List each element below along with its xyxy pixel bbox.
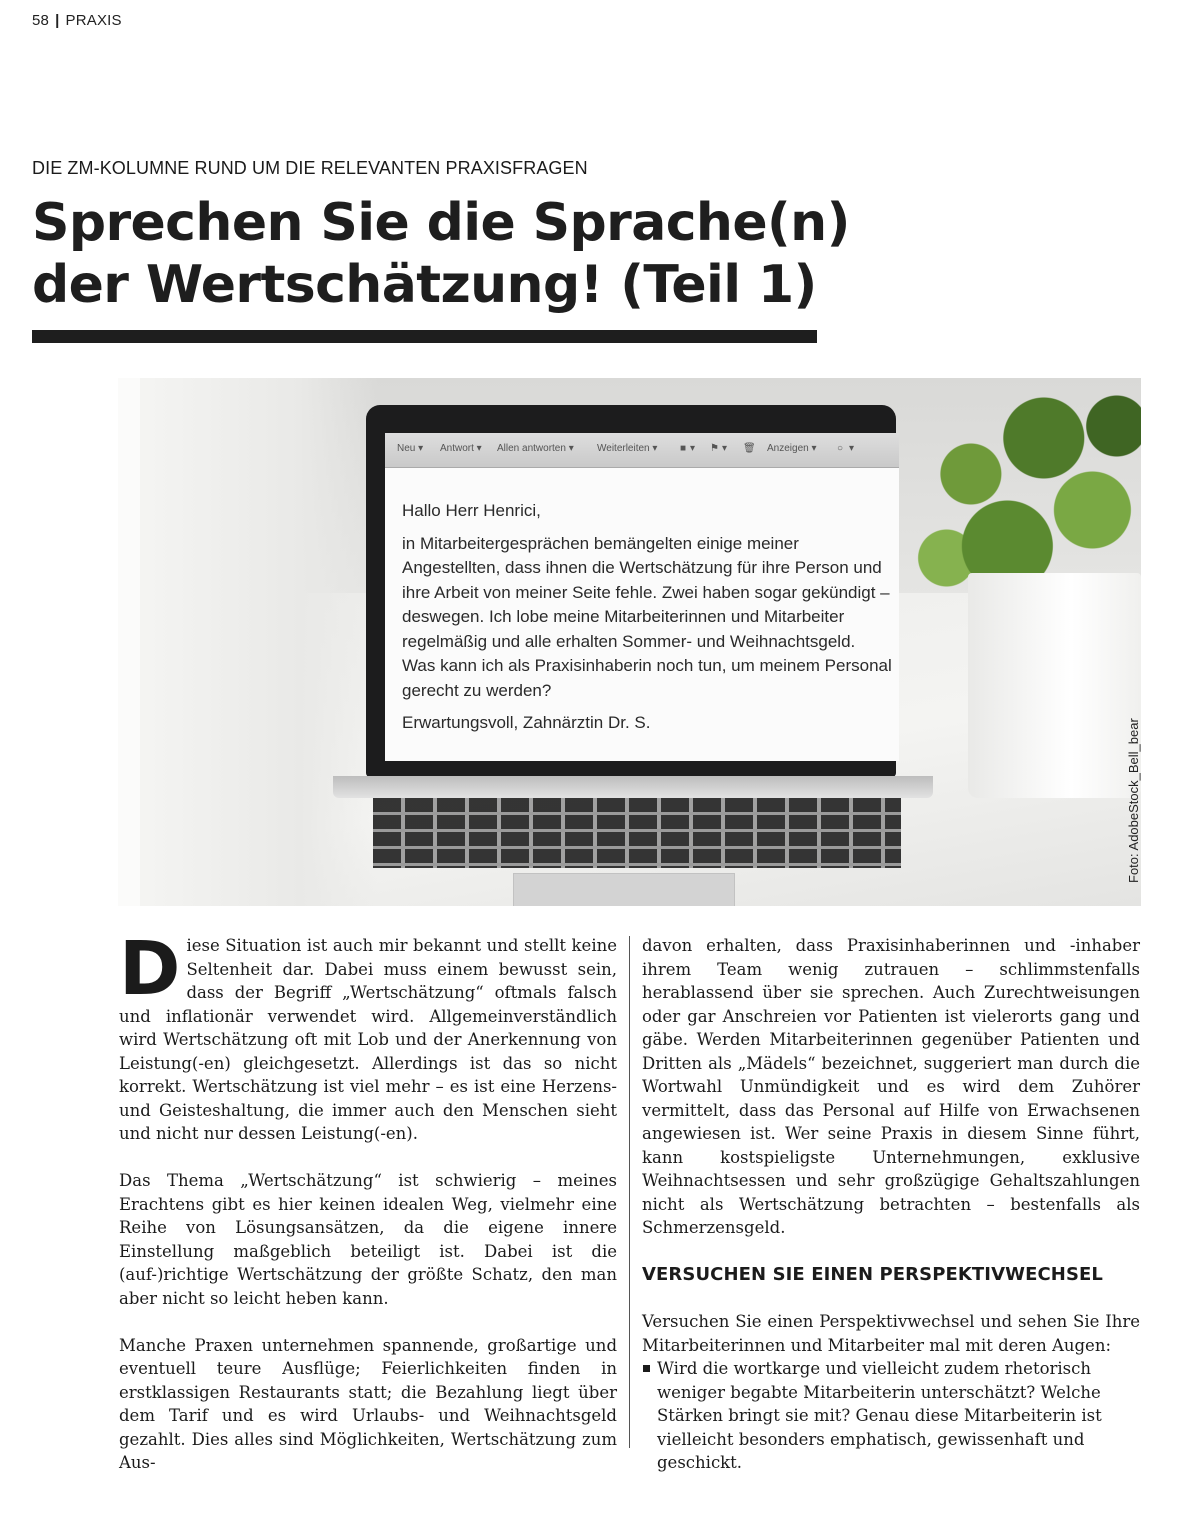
mail-toolbar: [385, 433, 899, 468]
laptop-photo: [118, 378, 1141, 906]
laptop-screen: [385, 433, 899, 761]
column-divider: [629, 936, 630, 1448]
paragraph-4: davon erhalten, dass Praxisinhaberinnen und -inhaber ihrem Team wenig zutrauen – schlimmstenfalls herablassend über sie sprechen. Auch Zurechtweisungen oder gar Anschreien vor Patienten ist vielerorts gang und gäbe. Werden Mitarbeiterinnen gegenüber Patienten und Dritten als „Mädels“ bezeichnet, suggeriert man durch die Wortwahl Unmündigkeit und es wird dem Zuhörer vermittelt, dass das Personal auf Hilfe von Erwachsenen angewiesen ist. Wer seine Praxis in diesem Sinne führt, kann kostspieligste Unternehmungen, exklusive Weihnachtsessen und sehr großzügige Gehaltszahlungen nicht als Wertschätzung betrachten – bestenfalls als Schmerzensgeld.: [642, 936, 1140, 1237]
paragraph-1: [119, 926, 617, 1146]
paragraph-3: Manche Praxen unternehmen spannende, großartige und eventuell teure Ausflüge; Feierlichkeiten finden in erstklassigen Restaurants statt; die Bezahlung liegt über dem Tarif und es wird Urlaubs- und Weihnachtsgeld gezahlt. Dies alles sind Möglichkeiten, Wertschätzung zum Aus-: [119, 1335, 617, 1472]
trash-icon: 🗑: [743, 443, 756, 454]
laptop-base: [333, 776, 933, 798]
title-line-2: der Wertschätzung! (Teil 1): [32, 255, 817, 315]
window-light: [118, 378, 378, 906]
drop-cap: D: [119, 926, 181, 1012]
email-greeting: Hallo Herr Henrici,: [402, 501, 541, 520]
title-line-1: Sprechen Sie die Sprache(n): [32, 193, 850, 253]
page-number: 58: [32, 12, 50, 29]
toolbar-reply-all: Allen antworten ▾: [497, 443, 574, 454]
toolbar-flag-menu: ▾: [722, 443, 728, 454]
toolbar-forward: Weiterleiten ▾: [597, 443, 658, 454]
photo-credit: Foto: AdobeStock_Bell_bear: [1126, 718, 1141, 883]
email-text: in Mitarbeitergesprächen bemängelten einige meiner Angestellten, dass ihnen die Wertschätzung für ihre Person und ihre Arbeit von meiner Seite fehle. Zwei haben sogar gekündigt – deswegen. Ich lobe meine Mitarbeiterinnen und Mitarbeiter regelmäßig und alle erhalten Sommer- und Weihnachtsgeld. Was kann ich als Praxisinhaberin noch tun, um meinem Personal gerecht zu werden?: [402, 533, 892, 700]
header-separator: |: [55, 12, 60, 29]
section-heading: VERSUCHEN SIE EINEN PERSPEKTIVWECHSEL: [642, 1264, 1103, 1285]
toolbar-view: Anzeigen ▾: [767, 443, 817, 454]
toolbar-search-menu: ▾: [849, 443, 855, 454]
paragraph-5: Versuchen Sie einen Perspektivwechsel und sehen Sie Ihre Mitarbeiterinnen und Mitarbeiter mal mit deren Augen:: [642, 1312, 1140, 1355]
title-rule: [32, 330, 817, 343]
plant-pot: [968, 573, 1141, 798]
email-closing: Erwartungsvoll, Zahnärztin Dr. S.: [402, 713, 651, 732]
flag-icon: ⚑: [710, 443, 719, 454]
paragraph-1-text: iese Situation ist auch mir bekannt und stellt keine Seltenheit dar. Dabei muss einem bewusst sein, dass der Begriff „Wertschätzung“ oftmals falsch und inflationär verwendet wird. Allgemeinverständlich wird Wertschätzung oft mit Lob und der Anerkennung von Leistung(-en) gleichgesetzt. Allerdings ist das so nicht korrekt. Wertschätzung ist viel mehr – es ist eine Herzens- und Geisteshaltung, die immer auch den Menschen sieht und nicht nur dessen Leistung(-en).: [119, 936, 617, 1143]
toolbar-reply: Antwort ▾: [440, 443, 482, 454]
trackpad: [513, 873, 735, 906]
section-label: PRAXIS: [65, 12, 122, 29]
paragraph-2: Das Thema „Wertschätzung“ ist schwierig – meines Erachtens gibt es hier keinen idealen Weg, vielmehr eine Reihe von Lösungsansätzen, da die eigene innere Einstellung maßgeblich beteiligt ist. Dabei ist die (auf-)richtige Wertschätzung der größte Schatz, den man aber nicht so leicht heben kann.: [119, 1171, 617, 1308]
article-column-right: [642, 934, 1140, 1498]
page-header: [32, 12, 122, 29]
column-kicker: DIE ZM-KOLUMNE RUND UM DIE RELEVANTEN PRAXISFRAGEN: [32, 158, 588, 178]
folder-icon: ■: [680, 443, 687, 454]
bullet-item: Wird die wortkarge und vielleicht zudem rhetorisch weniger begabte Mitarbeiterin unterschätzt? Welche Stärken bringt sie mit? Genau diese Mitarbeiterin ist vielleicht besonders emphatisch, gewissenhaft und geschickt.: [642, 1357, 1140, 1475]
keyboard-rows: [373, 798, 901, 868]
article-column-left: [119, 926, 617, 1498]
toolbar-new: Neu ▾: [397, 443, 424, 454]
email-body: [402, 499, 892, 744]
search-icon: ○: [837, 443, 844, 454]
toolbar-folder-menu: ▾: [690, 443, 696, 454]
curtain: [118, 378, 140, 906]
article-title: [32, 192, 862, 316]
